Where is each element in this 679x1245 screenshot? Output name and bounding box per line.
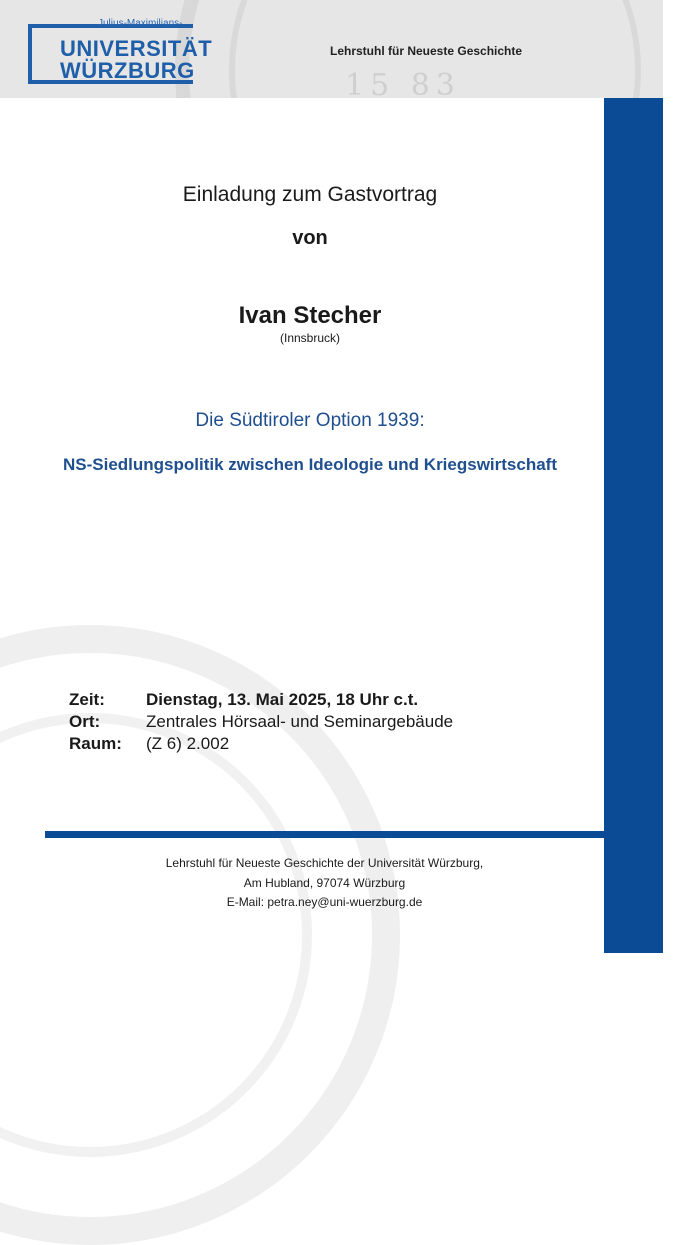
logo-top-text: Julius-Maximilians-: [98, 18, 183, 29]
footer-address-line2: Am Hubland, 97074 Würzburg: [243, 876, 406, 890]
seal-digits: 15 83: [345, 68, 461, 98]
footer-email: E-Mail: petra.ney@uni-wuerzburg.de: [226, 895, 423, 909]
zeit-value: Dienstag, 13. Mai 2025, 18 Uhr c.t.: [146, 690, 419, 709]
talk-subtitle: NS-Siedlungspolitik zwischen Ideologie und Kriegswirtschaft: [62, 455, 557, 474]
chair-name: Lehrstuhl für Neueste Geschichte: [330, 44, 523, 58]
raum-label: Raum:: [69, 734, 122, 753]
logo-line1: UNIVERSITÄT: [60, 36, 213, 61]
invitation-heading: Einladung zum Gastvortrag: [182, 183, 438, 206]
footer-divider: [45, 831, 604, 838]
raum-value: (Z 6) 2.002: [146, 734, 230, 753]
ort-value: Zentrales Hörsaal- und Seminargebäude: [146, 712, 454, 731]
ort-label: Ort:: [69, 712, 101, 731]
von-text: von: [292, 227, 328, 249]
speaker-name: Ivan Stecher: [238, 302, 382, 329]
speaker-affiliation: (Innsbruck): [279, 331, 341, 345]
university-logo: [28, 18, 213, 86]
footer-address-line1: Lehrstuhl für Neueste Geschichte der Universität Würzburg,: [165, 856, 484, 870]
talk-title: Die Südtiroler Option 1939:: [195, 410, 425, 431]
zeit-label: Zeit:: [69, 690, 105, 709]
header-band: [0, 0, 663, 98]
logo-line2: WÜRZBURG: [60, 58, 195, 83]
